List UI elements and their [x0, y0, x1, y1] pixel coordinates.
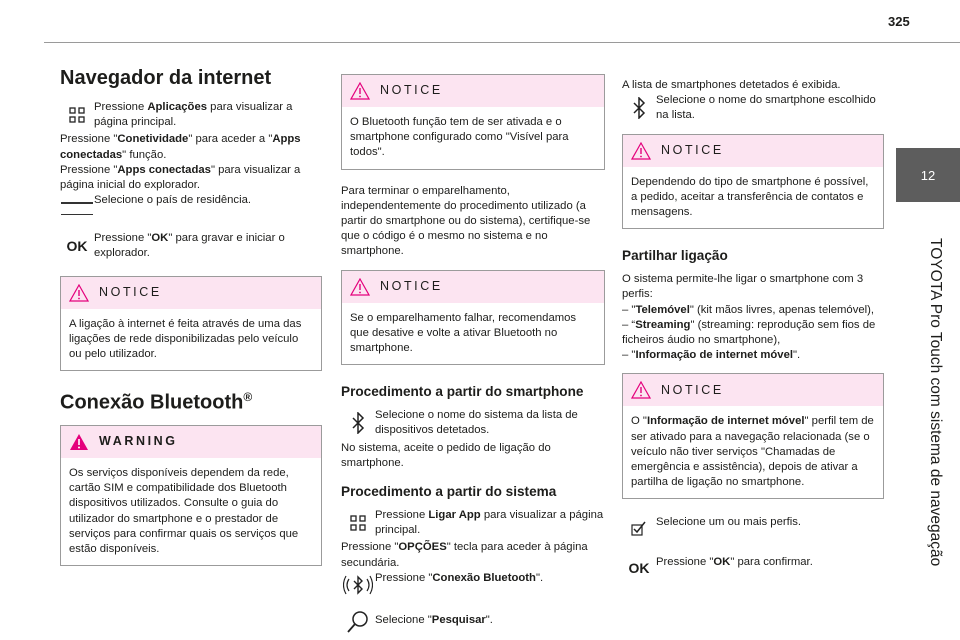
- notice-label: NOTICE: [661, 382, 724, 397]
- step-text: Pressione Aplicações para visualizar a página principal.: [94, 101, 293, 129]
- notice-label: NOTICE: [380, 279, 443, 294]
- notice-header: [623, 135, 883, 167]
- list-item-phone: – "Telemóvel" (kit mãos livres, apenas telemóvel),: [622, 303, 875, 316]
- warning-label: WARNING: [99, 434, 178, 449]
- warning-triangle-outline-icon: [350, 278, 370, 296]
- notice-text: A ligação à internet é feita através de uma das ligações de rede disponibilizadas pelo veículo ou pelo utilizador.: [69, 317, 302, 361]
- notice-text: Dependendo do tipo de smartphone é possível, a pedido, aceitar a transferência de contatos e mensagens.: [631, 175, 869, 219]
- step-link-app: [341, 508, 605, 538]
- notice-box: [622, 373, 884, 499]
- notice-label: NOTICE: [661, 143, 724, 157]
- chapter-tab: 12: [896, 148, 960, 202]
- step-text: Pressione "OK" para gravar e iniciar o explorador.: [94, 232, 285, 260]
- step-text: Selecione o nome do sistema da lista de dispositivos detetados.: [375, 409, 578, 437]
- bluetooth-icon: [622, 93, 656, 123]
- checkbox-icon: [622, 513, 656, 543]
- column-1: [60, 66, 322, 580]
- warning-triangle-outline-icon: [350, 82, 370, 100]
- step-text: Pressione "OK" para confirmar.: [656, 556, 813, 569]
- ok-icon: OK: [628, 559, 650, 576]
- heading-share-connection: Partilhar ligação: [622, 248, 728, 264]
- step-text: Pressione "Conexão Bluetooth".: [375, 571, 544, 584]
- apps-grid-icon: [341, 508, 375, 538]
- notice-box: [341, 270, 605, 366]
- notice-box: [60, 276, 322, 372]
- bluetooth-wireless-icon: [341, 571, 375, 601]
- section-title-bluetooth: Conexão Bluetooth®: [60, 390, 253, 414]
- warning-triangle-filled-icon: [69, 433, 89, 451]
- paragraph-accept: No sistema, aceite o pedido de ligação do smartphone.: [341, 441, 551, 469]
- column-2: [341, 74, 605, 639]
- page-number: 325: [888, 14, 910, 29]
- step-search: [341, 607, 605, 637]
- warning-triangle-outline-icon: [69, 284, 89, 302]
- notice-box: [622, 134, 884, 230]
- warning-header: [61, 426, 321, 458]
- notice-text: O "Informação de internet móvel" perfil tem de ser ativado para a navegação relacionada (se o veículo não tiver serviços "Chamadas de emergência e assistência), depois de ativar a partilha de ligação no smartphone.: [631, 415, 874, 489]
- step-applications: [60, 100, 322, 130]
- step-text: Selecione "Pesquisar".: [375, 613, 493, 626]
- heading-from-system: Procedimento a partir do sistema: [341, 484, 557, 500]
- warning-box: [60, 425, 322, 566]
- list-item-mobile-internet: – "Informação de internet móvel".: [622, 349, 801, 362]
- search-icon: [341, 607, 375, 637]
- step-text: Selecione o nome do smartphone escolhido na lista.: [656, 94, 876, 122]
- step-phone-select: [341, 408, 605, 438]
- ok-icon: OK: [66, 237, 88, 254]
- paragraph-pairing: Para terminar o emparelhamento, independentemente do procedimento utilizado (a partir do smartphone ou do sistema), certifique-se que o código é o mesmo no sistema e no smartphone.: [341, 184, 591, 258]
- menu-bar-icon: [60, 193, 94, 223]
- notice-box: [341, 74, 605, 170]
- notice-label: NOTICE: [380, 83, 443, 98]
- notice-text: O Bluetooth função tem de ser ativada e o smartphone configurado como "Visível para todos".: [350, 116, 569, 159]
- paragraph-connected-apps: Pressione "Apps conectadas" para visualizar a página inicial do explorador.: [60, 163, 301, 192]
- header-rule: [44, 42, 960, 43]
- notice-text: Se o emparelhamento falhar, recomendamos que desative e volte a ativar Bluetooth no smartphone.: [350, 311, 577, 355]
- paragraph-profiles: O sistema permite-lhe ligar o smartphone com 3 perfis:: [622, 273, 864, 301]
- step-select-country: [60, 193, 322, 223]
- step-text: Selecione o país de residência.: [94, 194, 252, 207]
- paragraph-options: Pressione "OPÇÕES" tecla para aceder à página secundária.: [341, 541, 588, 569]
- step-ok-save: [60, 231, 322, 261]
- step-ok-confirm: [622, 553, 884, 583]
- paragraph-list-displayed: A lista de smartphones detetados é exibida.: [622, 79, 841, 91]
- side-title: TOYOTA Pro Touch com sistema de navegação: [927, 237, 944, 567]
- section-title-internet-browser: Navegador da internet: [60, 67, 272, 89]
- step-text: Selecione um ou mais perfis.: [656, 516, 802, 529]
- warning-triangle-outline-icon: [631, 142, 651, 160]
- step-text: Pressione Ligar App para visualizar a página principal.: [375, 509, 604, 537]
- notice-header: [342, 75, 604, 107]
- warning-triangle-outline-icon: [631, 381, 651, 399]
- paragraph-connectivity: Pressione "Conetividade" para aceder a "Apps conectadas" função.: [60, 133, 301, 161]
- step-bluetooth-connection: [341, 571, 605, 601]
- step-select-smartphone: [622, 93, 884, 123]
- notice-header: [623, 374, 883, 406]
- step-select-profiles: [622, 513, 884, 543]
- warning-text: Os serviços disponíveis dependem da rede, cartão SIM e compatibilidade dos Bluetooth dispositivos utilizados. Consulte o guia do utilizador do smartphone e o prestador de serviços para confirmar quais os serviços que estão disponíveis.: [69, 466, 299, 555]
- bluetooth-icon: [341, 408, 375, 438]
- heading-from-smartphone: Procedimento a partir do smartphone: [341, 384, 584, 400]
- notice-label: NOTICE: [99, 285, 162, 300]
- list-item-streaming: – “Streaming" (streaming: reprodução sem fios de ficheiros áudio no smartphone),: [622, 318, 876, 347]
- notice-header: [61, 277, 321, 309]
- apps-grid-icon: [60, 100, 94, 130]
- notice-header: [342, 271, 604, 303]
- column-3: [622, 78, 884, 585]
